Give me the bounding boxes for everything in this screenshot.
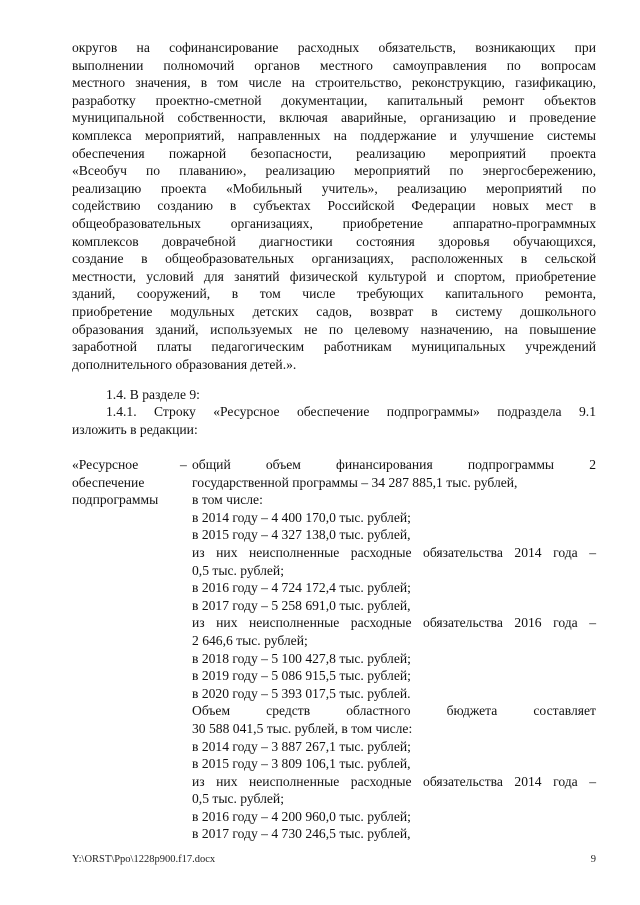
value-line: в 2016 году – 4 724 172,4 тыс. рублей;: [192, 580, 411, 596]
value-line: в том числе:: [192, 492, 263, 508]
value-line: государственной программы – 34 287 885,1 тыс. рублей,: [192, 474, 518, 490]
row-label-line: обеспечение: [72, 474, 145, 490]
item-line: [106, 403, 596, 421]
paragraph-line: дополнительного образования детей.».: [72, 356, 297, 372]
paragraph-line: обеспечения пожарной безопасности, реализацию мероприятий проекта: [72, 145, 596, 161]
value-line: из них неисполненные расходные обязательства 2016 года –: [192, 615, 596, 631]
paragraph-line: содействию созданию в субъектах Российской Федерации новых мест в: [72, 198, 596, 214]
paragraph-line: разработку проектно-сметной документации, капитальный ремонт объектов: [72, 92, 596, 108]
paragraph-line: округов на софинансирование расходных обязательств, возникающих при: [72, 40, 596, 55]
paragraph-line: местности, условий для занятий физической культурой и спортом, приобретение: [72, 268, 596, 284]
value-line: в 2018 году – 5 100 427,8 тыс. рублей;: [192, 650, 411, 666]
row-dash: –: [180, 457, 187, 472]
page-number: 9: [590, 854, 596, 865]
value-line: в 2019 году – 5 086 915,5 тыс. рублей;: [192, 668, 411, 684]
paragraph-line: заработной платы педагогическим работникам муниципальных учреждений: [72, 339, 596, 355]
item-text: 1.4.1. Строку «Ресурсное обеспечение подпрограммы» подраздела 9.1: [106, 404, 596, 419]
paragraph-line: «Всеобуч по плаванию», реализацию мероприятий по энергосбережению,: [72, 163, 596, 179]
row-label-line: подпрограммы: [72, 492, 159, 508]
paragraph-line: местного значения, в том числе на строительство, реконструкцию, газификацию,: [72, 75, 596, 91]
value-line: общий объем финансирования подпрограммы 2: [192, 457, 596, 472]
row-label-line: «Ресурсное: [72, 457, 139, 472]
paragraph-line: реализацию проекта «Мобильный учитель», реализацию мероприятий по: [72, 180, 596, 196]
value-line: в 2017 году – 4 730 246,5 тыс. рублей,: [192, 826, 411, 842]
paragraph-line: комплекса мероприятий, направленных на поддержание и улучшение системы: [72, 127, 596, 143]
value-line: 0,5 тыс. рублей;: [192, 562, 284, 578]
value-line: в 2017 году – 5 258 691,0 тыс. рублей,: [192, 597, 411, 613]
section-heading: 1.4. В разделе 9:: [106, 387, 200, 402]
row-value: [192, 456, 596, 843]
value-line: в 2014 году – 3 887 267,1 тыс. рублей;: [192, 738, 411, 754]
file-path: Y:\ORST\Ppo\1228p900.f17.docx: [72, 854, 216, 865]
value-line: в 2015 году – 3 809 106,1 тыс. рублей,: [192, 756, 411, 772]
value-line: из них неисполненные расходные обязательства 2014 года –: [192, 544, 596, 560]
paragraph-line: приобретение модульных детских садов, возврат в систему дошкольного: [72, 303, 596, 319]
value-line: в 2015 году – 4 327 138,0 тыс. рублей,: [192, 527, 411, 543]
paragraph-line: создание в общеобразовательных организациях, расположенных в сельской: [72, 251, 596, 267]
value-line: 30 588 041,5 тыс. рублей, в том числе:: [192, 720, 413, 736]
item-continuation: изложить в редакции:: [72, 422, 198, 437]
paragraph-line: комплексов доврачебной диагностики состояния здоровья обучающихся,: [72, 233, 596, 249]
paragraph-line: зданий, сооружений, в том числе требующих капитального ремонта,: [72, 286, 596, 302]
value-line: в 2020 году – 5 393 017,5 тыс. рублей.: [192, 685, 411, 701]
row-label: [72, 456, 172, 509]
value-line: 2 646,6 тыс. рублей;: [192, 632, 308, 648]
value-line: в 2014 году – 4 400 170,0 тыс. рублей;: [192, 509, 411, 525]
value-line: Объем средств областного бюджета составляет: [192, 703, 596, 719]
value-line: из них неисполненные расходные обязательства 2014 года –: [192, 773, 596, 789]
value-line: в 2016 году – 4 200 960,0 тыс. рублей;: [192, 808, 411, 824]
paragraph-line: выполнении полномочий органов местного самоуправления по вопросам: [72, 57, 596, 73]
paragraph-continuation: [72, 39, 596, 373]
paragraph-line: муниципальной собственности, включая аварийные, организацию и проведение: [72, 110, 596, 126]
paragraph-line: общеобразовательных организациях, приобретение аппаратно-программных: [72, 215, 596, 231]
paragraph-line: образования зданий, используемых не по целевому назначению, на повышение: [72, 321, 596, 337]
value-line: 0,5 тыс. рублей;: [192, 791, 284, 807]
